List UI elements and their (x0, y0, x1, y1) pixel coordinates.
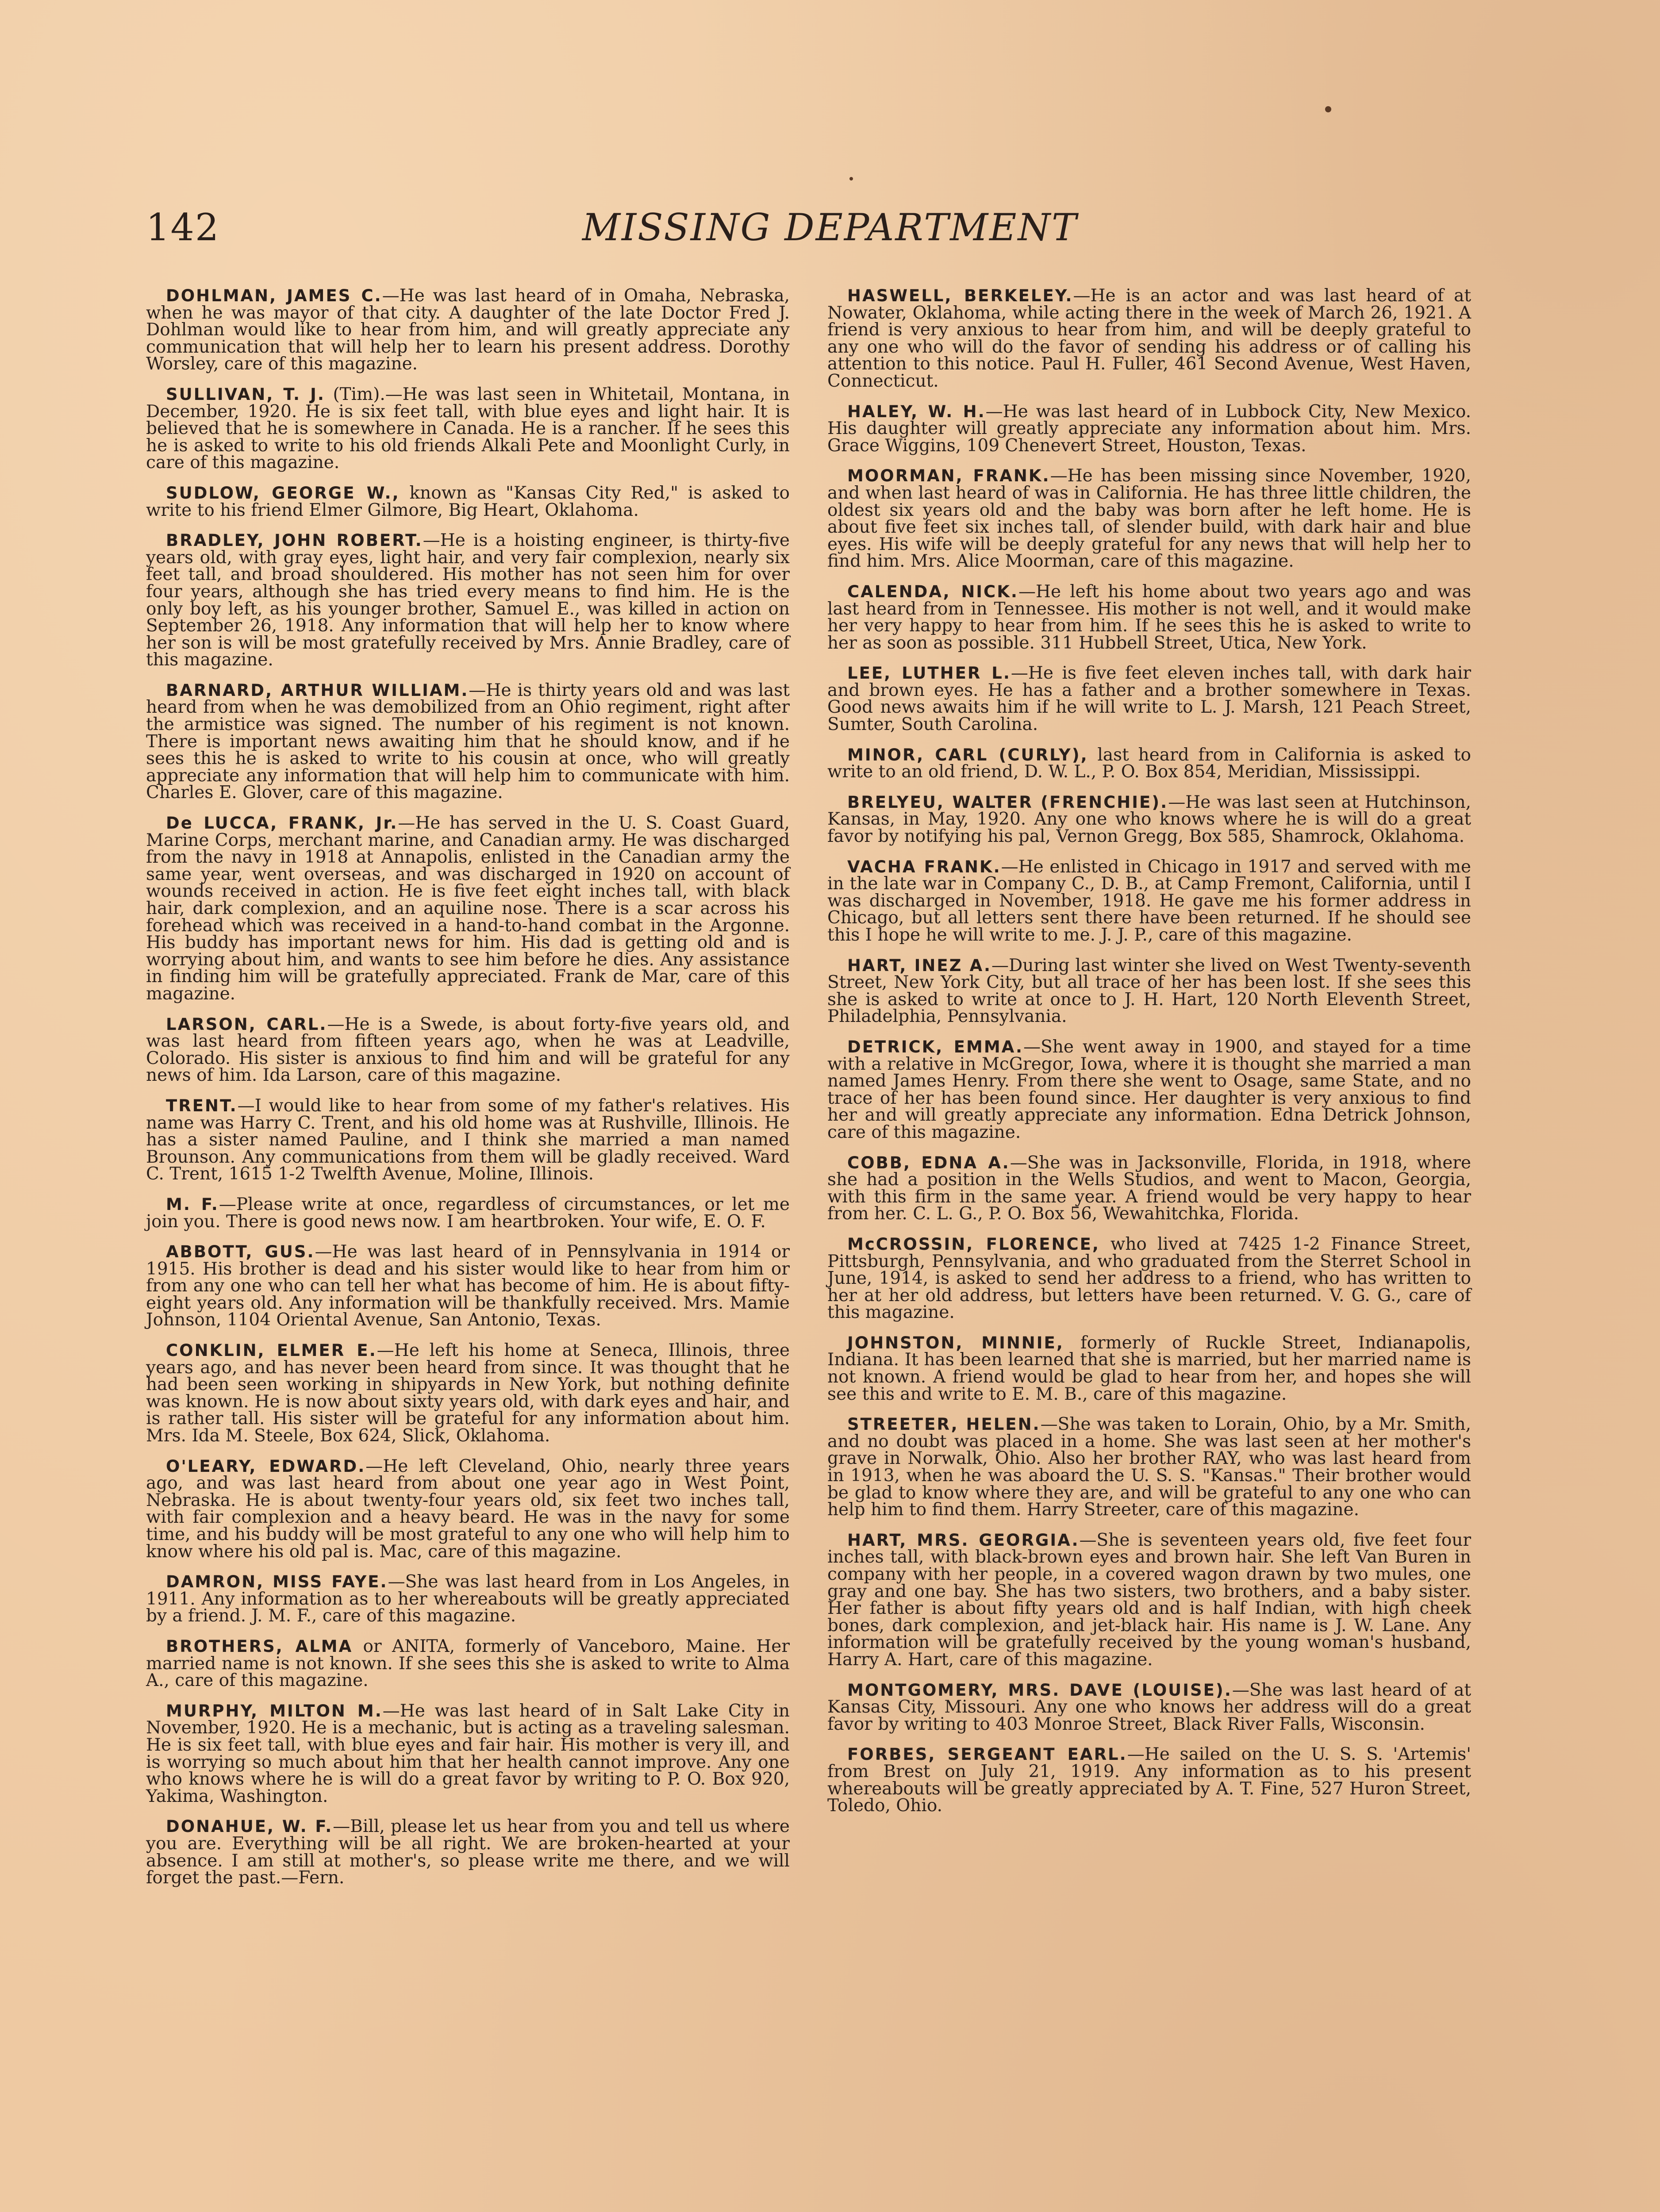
entry-streeter (827, 1416, 1471, 1519)
entry-name: MONTGOMERY, MRS. DAVE (LOUISE). (847, 1680, 1232, 1700)
entry-name: McCROSSIN, FLORENCE, (847, 1234, 1100, 1254)
entry-name: COBB, EDNA A. (847, 1153, 1010, 1172)
entry-text: —She went away in 1900, and stayed for a time with a relative in McGregor, Iowa, where it is thought she married a man named James Henry. From there she went to Osage, same State, and no trace of her has been found since. Her daughter is very anxious to find her and will greatly appreciate any information. Edna Detrick Johnson, care of this magazine. (827, 1037, 1471, 1142)
entry-name: SUDLOW, GEORGE W., (166, 483, 400, 503)
entry-name: LARSON, CARL. (166, 1014, 327, 1034)
entry-johnston (827, 1335, 1471, 1403)
entry-donahue (146, 1818, 790, 1886)
entry-text: —He left his home about two years ago and was last heard from in Tennessee. His mother is not well, and it would make her very happy to hear from him. If he sees this he is asked to write to her as soon as possible. 311 Hubbell Street, Utica, New York. (827, 581, 1471, 653)
entry-text: —He enlisted in Chicago in 1917 and served with me in the late war in Company C., D. B., at Camp Fremont, California, until I was discharged in November, 1918. He gave me his former address in Chicago, but all letters sent there have been returned. If he should see this I hope he will write to me. J. J. P., care of this magazine. (827, 856, 1471, 945)
entry-minor (827, 747, 1471, 781)
entry-text: —He was last heard of in Lubbock City, New Mexico. His daughter will greatly appreciate any information about him. Mrs. Grace Wiggins, 109 Chenevert Street, Houston, Texas. (827, 401, 1472, 456)
entry-forbes (827, 1746, 1471, 1814)
entry-abbott (146, 1244, 790, 1329)
entry-text: —I would like to hear from some of my father's relatives. His name was Harry C. Trent, and his old home was at Rushville, Illinois. He has a sister named Pauline, and I think she married a man named Brounson. Any communications from them will be gladly received. Ward C. Trent, 1615 1-2 Twelfth Avenue, Moline, Illinois. (146, 1095, 790, 1184)
entry-brothers (146, 1638, 790, 1690)
entry-lee (827, 665, 1471, 733)
page-title: MISSING DEPARTMENT (582, 206, 1078, 249)
entry-barnard (146, 682, 790, 802)
entry-text: —He has been missing since November, 1920, and when last heard of was in California. He has three little children, the oldest six years old and the baby was born after he left home. He is about five feet six inches tall, of slender build, with dark hair and blue eyes. His wife will be deeply grateful for any news that will help her to find him. Mrs. Alice Moorman, care of this magazine. (827, 466, 1471, 572)
entry-text: —He was last heard of in Omaha, Nebraska, when he was mayor of that city. A daughter of the late Doctor Fred J. Dohlman would like to hear from him, and will greatly appreciate any communication that will help her to learn his present address. Dorothy Worsley, care of this magazine. (146, 286, 790, 374)
entry-mccrossin (827, 1236, 1471, 1321)
entry-sudlow (146, 485, 790, 519)
entry-name: HASWELL, BERKELEY. (847, 286, 1073, 305)
entry-text: —Bill, please let us hear from you and tell us where you are. Everything will be all right. We are broken-hearted at your absence. I am still at mother's, so please write me there, and we will forget the past.—Fern. (146, 1816, 790, 1888)
entry-moorman (827, 468, 1471, 570)
entry-text: known as "Kansas City Red," is asked to write to his friend Elmer Gilmore, Big Heart, Oklahoma. (146, 483, 790, 520)
entry-name: DOHLMAN, JAMES C. (166, 286, 382, 305)
entry-name: O'LEARY, EDWARD. (166, 1456, 366, 1476)
entry-name: HART, INEZ A. (847, 956, 992, 975)
entry-name: BARNARD, ARTHUR WILLIAM. (166, 680, 469, 700)
entry-name: ABBOTT, GUS. (166, 1242, 315, 1262)
entry-text: —He was last seen at Hutchinson, Kansas, in May, 1920. Any one who knows where he is will do a great favor by notifying his pal, Vernon Gregg, Box 585, Shamrock, Oklahoma. (827, 792, 1472, 847)
entry-brelyeu (827, 794, 1471, 845)
entry-text: who lived at 7425 1-2 Finance Street, Pittsburgh, Pennsylvania, and who graduated from the Sterret School in June, 1914, is asked to send her address to a friend, who has written to her at her old address, but letters have been returned. V. G. G., care of this magazine. (827, 1234, 1472, 1323)
entry-text: —She was last heard from in Los Angeles, in 1911. Any information as to her whereabouts will be greatly appreciated by a friend. J. M. F., care of this magazine. (146, 1572, 790, 1626)
entry-name: SULLIVAN, T. J. (166, 384, 325, 404)
entry-name: CONKLIN, ELMER E. (166, 1341, 377, 1360)
entry-de-lucca (146, 815, 790, 1003)
entry-text: —He is five feet eleven inches tall, with dark hair and brown eyes. He has a father and a brother somewhere in Texas. Good news awaits him if he will write to L. J. Marsh, 121 Peach Street, Sumter, South Carolina. (827, 663, 1471, 735)
entry-name: MURPHY, MILTON M. (166, 1701, 383, 1720)
entry-name: BRADLEY, JOHN ROBERT. (166, 531, 423, 550)
entry-name: HART, MRS. GEORGIA. (847, 1530, 1080, 1550)
entry-name: LEE, LUTHER L. (847, 664, 1011, 683)
entry-text: —He was last heard of in Pennsylvania in 1914 or 1915. His brother is dead and his sister would like to hear from him or from any one who can tell her what has become of him. He is about fifty-eight years old. Any information will be thankfully received. Mrs. Mamie Johnson, 1104 Oriental Avenue, San Antonio, Texas. (146, 1242, 790, 1330)
entry-montgomery (827, 1682, 1471, 1733)
entry-name: MOORMAN, FRANK. (847, 466, 1050, 486)
entry-name: HALEY, W. H. (847, 402, 986, 421)
entry-larson (146, 1016, 790, 1084)
entry-name: FORBES, SERGEANT EARL. (847, 1745, 1127, 1764)
entry-haley (827, 403, 1471, 455)
entry-text: —He has served in the U. S. Coast Guard, Marine Corps, merchant marine, and Canadian army. He was discharged from the navy in 1918 at Annapolis, enlisted in the Canadian army the same year, went overseas, and was discharged in 1920 on account of wounds received in action. He is five feet eight inches tall, with black hair, dark complexion, and an aquiline nose. There is a scar across his forehead which was received in a hand-to-hand combat in the Argonne. His buddy has important news for him. His dad is getting old and is worrying about him, and wants to see him before he dies. Any assistance in finding him will be gratefully appreciated. Frank de Mar, care of this magazine. (146, 813, 790, 1004)
left-column (146, 288, 790, 1900)
entry-sullivan (146, 386, 790, 472)
entry-cobb (827, 1152, 1471, 1224)
paper-speck (849, 177, 853, 180)
entry-hart-georgia (827, 1532, 1471, 1669)
entry-text: —She was in Jacksonville, Florida, in 1918, where she had a position in the Wells Studios, and went to Macon, Georgia, with this firm in the same year. A friend would be very happy to hear from her. C. L. G., P. O. Box 56, Wewahitchka, Florida. (827, 1152, 1471, 1224)
paper-speck (1325, 106, 1331, 112)
entry-name: STREETER, HELEN. (847, 1415, 1041, 1434)
page-number: 142 (146, 206, 220, 249)
entry-name: TRENT. (166, 1096, 238, 1115)
entry-name: BRELYEU, WALTER (FRENCHIE). (847, 792, 1168, 812)
entry-name: CALENDA, NICK. (847, 582, 1018, 601)
entry-text: —He left his home at Seneca, Illinois, three years ago, and has never been heard from since. It was thought that he had been seen working in shipyards in New York, but nothing definite was known. He is now about sixty years old, with dark eyes and hair, and is rather tall. His sister will be grateful for any information about him. Mrs. Ida M. Steele, Box 624, Slick, Oklahoma. (146, 1340, 790, 1446)
entry-detrick (827, 1039, 1471, 1141)
entry-name: DONAHUE, W. F. (166, 1817, 333, 1836)
entry-name: BROTHERS, ALMA (166, 1636, 353, 1656)
entry-name: MINOR, CARL (CURLY), (847, 745, 1088, 764)
entry-name: M. F. (166, 1194, 219, 1214)
entry-m-f (146, 1196, 790, 1230)
right-column (827, 288, 1471, 1828)
entry-text: —He left Cleveland, Ohio, nearly three years ago, and was last heard from about one year ago in West Point, Nebraska. He is about twenty-four years old, six feet two inches tall, with fair complexion and a heavy beard. He was in the navy for some time, and his buddy will be most grateful to any one who will help him to know where his old pal is. Mac, care of this magazine. (146, 1456, 790, 1562)
entry-text: last heard from in California is asked to write to an old friend, D. W. L., P. O. Box 854, Meridian, Mississippi. (827, 745, 1472, 782)
entry-text: —He sailed on the U. S. S. 'Artemis' from Brest on July 21, 1919. Any information as to his present whereabouts will be greatly appreciated by A. T. Fine, 527 Huron Street, Toledo, Ohio. (827, 1744, 1472, 1816)
entry-trent (146, 1095, 790, 1184)
entry-text: formerly of Ruckle Street, Indianapolis, Indiana. It has been learned that she is married, but her married name is not known. A friend would be glad to hear from her, and hopes she will see this and write to E. M. B., care of this magazine. (827, 1333, 1471, 1404)
entry-text: —During last winter she lived on West Twenty-seventh Street, New York City, but all trace of her has been lost. If she sees this she is asked to write at once to J. H. Hart, 120 North Eleventh Street, Philadelphia, Pennsylvania. (827, 955, 1471, 1027)
entry-hart-inez (827, 957, 1471, 1025)
entry-text: —She was last heard of at Kansas City, Missouri. Any one who knows her address will do a great favor by writing to 403 Monroe Street, Black River Falls, Wisconsin. (827, 1680, 1471, 1734)
entry-bradley (146, 532, 790, 669)
entry-conklin (146, 1342, 790, 1445)
entry-text: —He is an actor and was last heard of at Nowater, Oklahoma, while acting there in the week of March 26, 1921. A friend is very anxious to hear from him, and will be deeply grateful to any one who will do the favor of sending his address or of calling his attention to this notice. Paul H. Fuller, 461 Second Avenue, West Haven, Connecticut. (827, 286, 1471, 391)
entry-text: —Please write at once, regardless of circumstances, or let me join you. There is good news now. I am heartbroken. Your wife, E. O. F. (146, 1194, 790, 1232)
entry-text: —She was taken to Lorain, Ohio, by a Mr. Smith, and no doubt was placed in a home. She was last seen at her mother's grave in Norwalk, Ohio. Also her brother RAY, who was last heard from in 1913, when he was aboard the U. S. S. "Kansas." Their brother would be glad to know where they are, and will be grateful to any one who can help him to find them. Harry Streeter, care of this magazine. (827, 1414, 1472, 1520)
entry-dohlman (146, 288, 790, 373)
entry-text: —He was last heard of in Salt Lake City in November, 1920. He is a mechanic, but is acting as a traveling salesman. He is six feet tall, with blue eyes and fair hair. His mother is very ill, and is worrying so much about him that her health cannot improve. Any one who knows where he is will do a great favor by writing to P. O. Box 920, Yakima, Washington. (146, 1701, 790, 1806)
entry-vacha (827, 856, 1471, 945)
entry-name: DETRICK, EMMA. (847, 1037, 1024, 1056)
entry-calenda (827, 581, 1471, 653)
entry-text: —He is a Swede, is about forty-five years old, and was last heard from fifteen years ago, when he was at Leadville, Colorado. His sister is anxious to find him and will be grateful for any news of him. Ida Larson, care of this magazine. (146, 1014, 790, 1086)
entry-damron (146, 1574, 790, 1625)
entry-name: DAMRON, MISS FAYE. (166, 1572, 388, 1592)
entry-text: —He is thirty years old and was last heard from when he was demobilized from an Ohio regiment, right after the armistice was signed. The number of his regiment is not known. There is important news awaiting him that he should know, and if he sees this he is asked to write to his cousin at once, who will greatly appreciate any information that will help him to communicate with him. Charles E. Glover, care of this magazine. (146, 680, 790, 803)
entry-text: —She is seventeen years old, five feet four inches tall, with black-brown eyes and brown hair. She left Van Buren in company with her people, in a covered wagon drawn by two mules, one gray and one bay. She has two sisters, two brothers, and a baby sister. Her father is about fifty years old and is half Indian, with high cheek bones, dark complexion, and jet-black hair. His name is J. W. Lane. Any information will be gratefully received by the young woman's husband, Harry A. Hart, care of this magazine. (827, 1530, 1471, 1670)
page-header (0, 201, 1660, 290)
entry-name: JOHNSTON, MINNIE, (847, 1333, 1064, 1352)
entry-text: or ANITA, formerly of Vanceboro, Maine. Her married name is not known. If she sees this she is asked to write to Alma A., care of this magazine. (146, 1636, 790, 1691)
entry-haswell (827, 288, 1471, 390)
entry-murphy (146, 1703, 790, 1805)
entry-text: —He is a hoisting engineer, is thirty-five years old, with gray eyes, light hair, and very fair complexion, nearly six feet tall, and broad shouldered. His mother has not seen him for over four years, although she has tried every means to find him. He is the only boy left, as his younger brother, Samuel E., was killed in action on September 26, 1918. Any information that will help her to know where her son is will be most gratefully received by Mrs. Annie Bradley, care of this magazine. (146, 530, 790, 670)
entry-name: VACHA FRANK. (847, 857, 1001, 876)
entry-name: De LUCCA, FRANK, Jr. (166, 814, 398, 833)
entry-oleary (146, 1458, 790, 1561)
entry-text: (Tim).—He was last seen in Whitetail, Montana, in December, 1920. He is six feet tall, with blue eyes and light hair. It is believed that he is somewhere in Canada. He is a rancher. If he sees this he is asked to write to his old friends Alkali Pete and Moonlight Curly, in care of this magazine. (146, 384, 790, 473)
